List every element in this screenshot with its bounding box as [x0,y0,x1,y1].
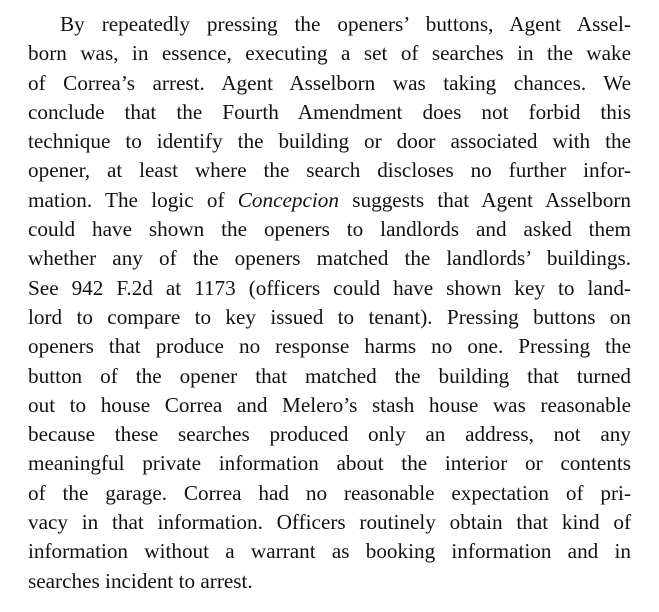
text-line: button of the opener that matched the building that turned [28,363,631,388]
text-line: openers that produce no response harms no one. Pressing the [28,334,631,359]
text-line: technique to identify the building or door associated with the [28,129,631,154]
text-line: conclude that the Fourth Amendment does not forbid this [28,99,631,124]
text-line [28,186,631,215]
text-line: meaningful private information about the interior or contents [28,451,631,476]
text-line: opener, at least where the search discloses no further infor- [28,158,631,183]
text-line: of the garage. Correa had no reasonable expectation of pri- [28,480,631,505]
text-line: vacy in that information. Officers routinely obtain that kind of [28,510,631,535]
text-line: born was, in essence, executing a set of searches in the wake [28,41,631,66]
text-line: whether any of the openers matched the landlords’ buildings. [28,246,631,271]
case-name-italic: Concepcion [237,187,339,212]
text-line: could have shown the openers to landlords and asked them [28,217,631,242]
text-line: lord to compare to key issued to tenant). Pressing buttons on [28,304,631,329]
text-line: See 942 F.2d at 1173 (officers could have shown key to land- [28,275,631,300]
text-line: of Correa’s arrest. Agent Asselborn was taking chances. We [28,70,631,95]
text-line: searches incident to arrest. [28,568,253,593]
text-run: mation. The logic of [28,187,238,212]
text-line: because these searches produced only an address, not any [28,422,631,447]
text-run: suggests that Agent Asselborn [339,187,632,212]
body-paragraph [28,10,631,596]
text-line: By repeatedly pressing the openers’ buttons, Agent Assel- [60,12,631,36]
text-line: out to house Correa and Melero’s stash house was reasonable [28,392,631,417]
text-line: information without a warrant as booking information and in [28,539,631,564]
